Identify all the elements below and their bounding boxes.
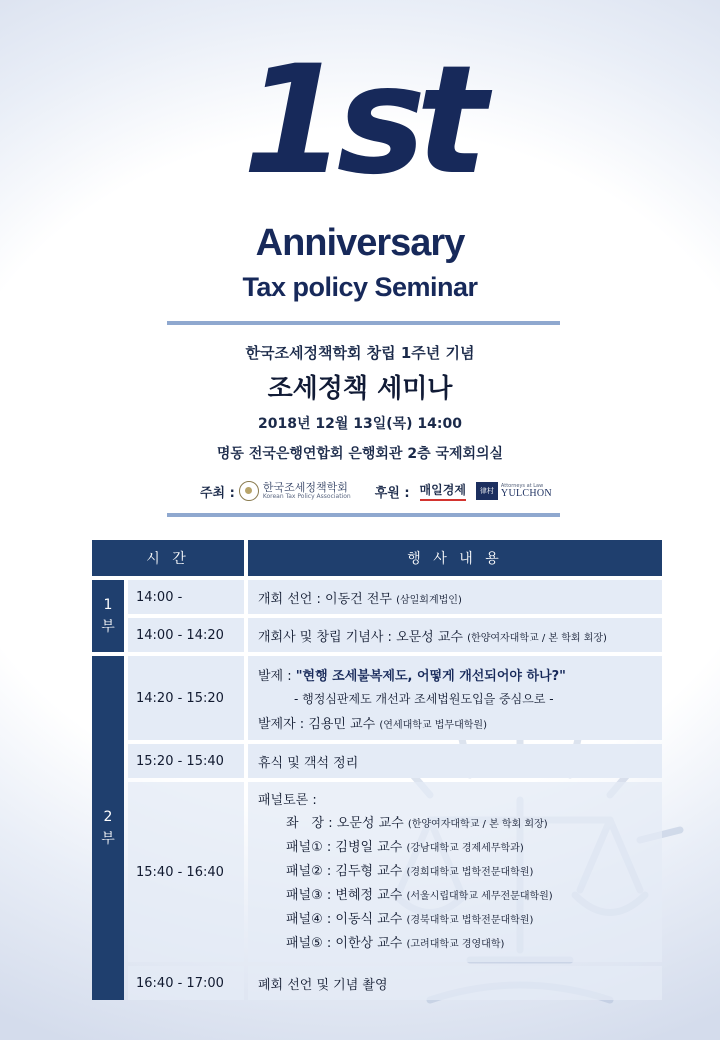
panel-member-5: 패널⑤ : 이한상 교수 (고려대학교 경영대학)	[286, 935, 505, 951]
schedule-header-time: 시 간	[92, 540, 244, 576]
row-5-content: 패널토론 : 좌 장 : 오문성 교수 (한양여자대학교 / 본 학회 회장) 패널① : 김병일 교수 (강남대학교 경제세무학과) 패널② : 김두형 교수 (경희대학교 법학전문대학원) 패널③ : 변혜정 교수 (서울시립대학교 세무전문대학원) 패널④ : 이동식 교수 (경북대학교 법학전문대학원) 패널⑤ : 이한상 교수 (고려대학교 경영대학)	[248, 782, 662, 962]
hero-1st: 1st	[242, 34, 478, 208]
yulchon-tagline: Attorneys at Law	[500, 482, 544, 489]
part-2-label: 2 부	[92, 656, 124, 1000]
panel-member-2: 패널② : 김두형 교수 (경희대학교 법학전문대학원)	[286, 863, 534, 879]
host-name-en: Korean Tax Policy Association	[262, 492, 351, 500]
panel-member-1: 패널① : 김병일 교수 (강남대학교 경제세무학과)	[286, 839, 524, 855]
host-logo	[239, 481, 351, 501]
association-emblem-icon	[239, 481, 259, 501]
host-label: 주최 :	[200, 485, 235, 501]
row-1-content: 개회 선언 : 이동건 전무 (삼일회계법인)	[248, 580, 662, 614]
event-venue: 명동 전국은행연합회 은행회관 2층 국제회의실	[216, 446, 504, 462]
schedule-header-content: 행 사 내 용	[248, 540, 662, 576]
row-4-time: 15:20 - 15:40	[128, 744, 244, 778]
anniversary-title: Anniversary	[255, 222, 465, 264]
row-5-time: 15:40 - 16:40	[128, 782, 244, 962]
row-1-time: 14:00 -	[128, 580, 244, 614]
sponsor-label: 후원 :	[374, 485, 410, 501]
row-2-content: 개회사 및 창립 기념사 : 오문성 교수 (한양여자대학교 / 본 학회 회장)	[248, 618, 662, 652]
divider-bottom	[167, 513, 560, 517]
divider-top	[167, 321, 560, 325]
part-1-label: 1 부	[92, 580, 124, 652]
panel-member-4: 패널④ : 이동식 교수 (경북대학교 법학전문대학원)	[286, 911, 534, 927]
row-3-time: 14:20 - 15:20	[128, 656, 244, 740]
sponsor-yulchon-logo	[476, 482, 552, 500]
organizers-row	[200, 478, 560, 504]
panel-chair: 좌 장 : 오문성 교수 (한양여자대학교 / 본 학회 회장)	[286, 815, 548, 831]
event-date: 2018년 12월 13일(목) 14:00	[257, 416, 462, 432]
sponsor-maeil-logo: 매일경제	[420, 481, 466, 501]
korean-subtitle: 한국조세정책학회 창립 1주년 기념	[245, 344, 475, 362]
yulchon-name: YULCHON	[500, 487, 552, 499]
yulchon-box-icon: 律村	[476, 482, 498, 500]
host-name-ko: 한국조세정책학회	[262, 481, 348, 495]
korean-title: 조세정책 세미나	[267, 374, 453, 404]
row-2-time: 14:00 - 14:20	[128, 618, 244, 652]
row-4-content: 휴식 및 객석 정리	[248, 744, 662, 778]
seminar-english-title: Tax policy Seminar	[242, 272, 478, 302]
panel-member-3: 패널③ : 변혜정 교수 (서울시립대학교 세무전문대학원)	[286, 887, 553, 903]
row-3-content: 발제 : "현행 조세불복제도, 어떻게 개선되어야 하나?" - 행정심판제도 개선과 조세법원도입을 중심으로 - 발제자 : 김용민 교수 (연세대학교 법무대학원)	[248, 656, 662, 740]
row-6-time: 16:40 - 17:00	[128, 966, 244, 1000]
presentation-topic: "현행 조세불복제도, 어떻게 개선되어야 하나?"	[295, 668, 566, 684]
row-6-content: 폐회 선언 및 기념 촬영	[248, 966, 662, 1000]
